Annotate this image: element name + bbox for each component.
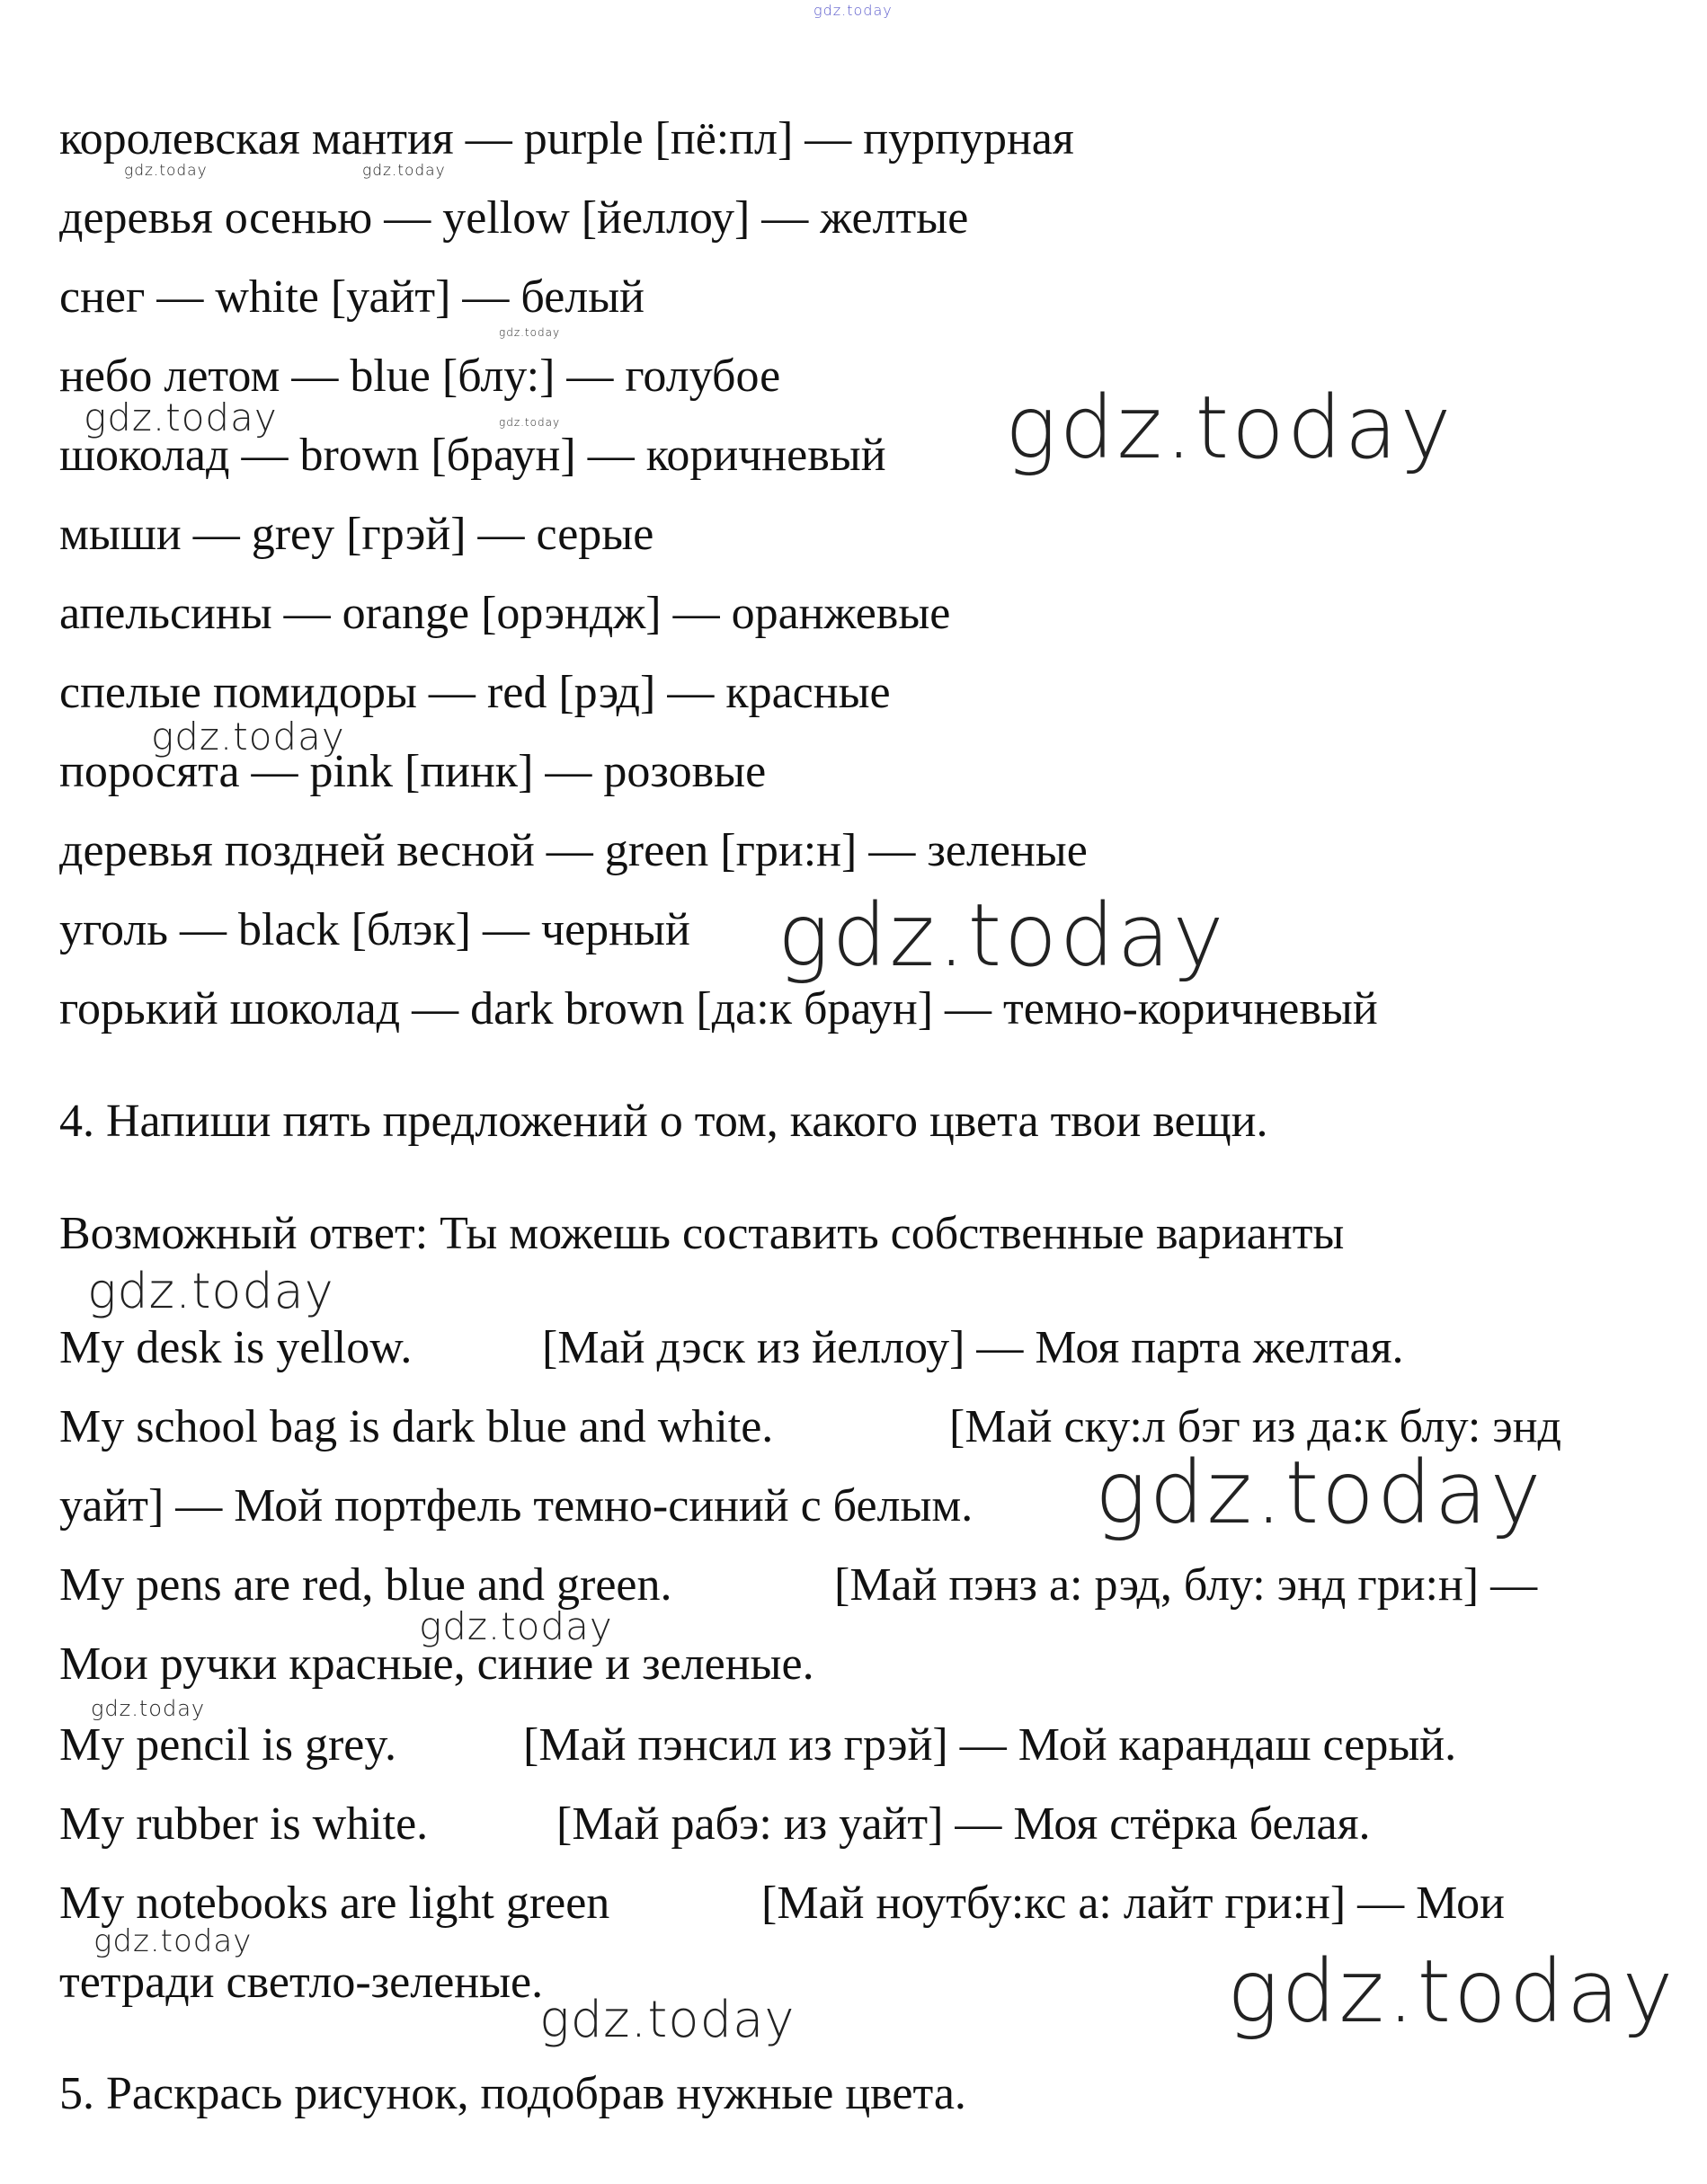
example-2-en: My school bag is dark blue and white. (59, 1401, 774, 1452)
example-2-tr: [Май ску:л бэг из да:к блу: энд (949, 1401, 1561, 1452)
example-6 (59, 1877, 1505, 1931)
example-2-cont: уайт] — Мой портфель темно-синий с белым. (59, 1480, 974, 1531)
watermark: gdz.today (93, 1923, 253, 1959)
color-line-6: мыши — grey [грэй] — серые (59, 509, 654, 560)
watermark: gdz.today (499, 326, 561, 339)
example-1-en: My desk is yellow. (59, 1322, 413, 1373)
example-5-tr: [Май рабэ: из уайт] — Моя стёрка белая. (556, 1798, 1371, 1850)
example-3-en: My pens are red, blue and green. (59, 1559, 672, 1611)
example-3-cont: Мои ручки красные, синие и зеленые. (59, 1638, 814, 1690)
example-6-cont: тетради светло-зеленые. (59, 1957, 544, 2008)
watermark: gdz.today (84, 395, 278, 439)
example-1 (59, 1321, 1404, 1375)
color-line-7: апельсины — orange [орэндж] — оранжевые (59, 588, 951, 639)
example-5 (59, 1798, 1371, 1851)
watermark-top: gdz.today (813, 2, 893, 19)
watermark: gdz.today (1227, 1941, 1676, 2042)
watermark: gdz.today (151, 715, 345, 759)
example-4 (59, 1718, 1457, 1772)
color-line-2: деревья осенью — yellow [йеллоу] — желтые (59, 192, 969, 244)
color-line-10: деревья поздней весной — green [гри:н] — зеленые (59, 825, 1088, 876)
watermark: gdz.today (87, 1263, 334, 1319)
task5-title: 5. Раскрась рисунок, подобрав нужные цвета. (59, 2068, 966, 2119)
example-1-tr: [Май дэск из йеллоу] — Моя парта желтая. (542, 1322, 1404, 1373)
color-line-1: королевская мантия — purple [пё:пл] — пурпурная (59, 113, 1074, 164)
example-4-en: My pencil is grey. (59, 1719, 396, 1771)
example-4-tr: [Май пэнсил из грэй] — Мой карандаш серый. (523, 1719, 1457, 1771)
watermark: gdz.today (362, 162, 446, 180)
watermark: gdz.today (124, 162, 208, 180)
example-5-en: My rubber is white. (59, 1798, 429, 1850)
watermark: gdz.today (1005, 377, 1454, 478)
watermark: gdz.today (539, 1991, 796, 2049)
color-line-12: горький шоколад — dark brown [да:к браун] — темно-коричневый (59, 983, 1378, 1034)
watermark: gdz.today (778, 885, 1227, 986)
task4-intro: Возможный ответ: Ты можешь составить собственные варианты (59, 1208, 1345, 1259)
watermark: gdz.today (419, 1604, 613, 1648)
color-line-8: спелые помидоры — red [рэд] — красные (59, 667, 891, 718)
example-2 (59, 1400, 1561, 1454)
watermark: gdz.today (1095, 1443, 1544, 1543)
color-line-3: снег — white [уайт] — белый (59, 271, 645, 323)
color-line-5: шоколад — brown [браун] — коричневый (59, 430, 886, 481)
example-6-tr: [Май ноутбу:кс а: лайт гри:н] — Мои (761, 1878, 1505, 1929)
color-line-9: поросята — pink [пинк] — розовые (59, 746, 767, 797)
task4-title: 4. Напиши пять предложений о том, какого цвета твои вещи. (59, 1096, 1268, 1147)
watermark: gdz.today (499, 416, 561, 429)
example-3-tr: [Май пэнз а: рэд, блу: энд гри:н] — (834, 1559, 1538, 1611)
color-line-11: уголь — black [блэк] — черный (59, 904, 690, 955)
watermark: gdz.today (91, 1696, 206, 1721)
example-6-en: My notebooks are light green (59, 1878, 610, 1929)
color-line-4: небо летом — blue [блу:] — голубое (59, 351, 781, 402)
